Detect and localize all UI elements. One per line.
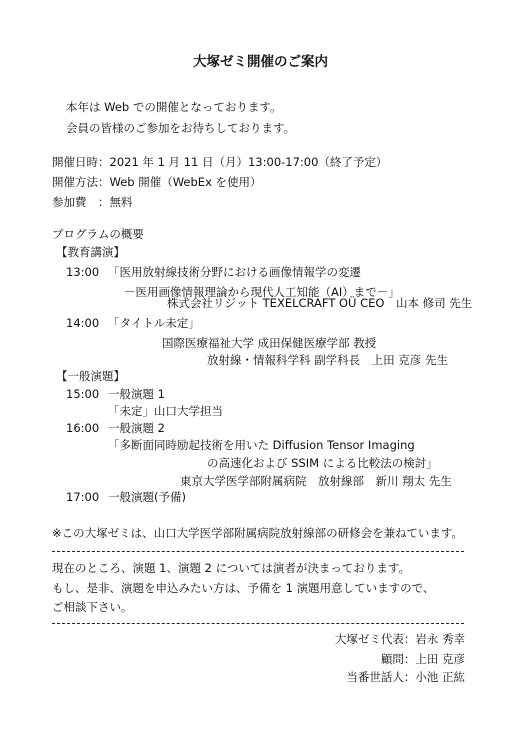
co-hosting-note: ※この大塚ゼミは、山口大学医学部附属病院放射線部の研修会を兼ねています。 bbox=[52, 526, 463, 540]
talk-title-line-1: 「多断面同時励起技術を用いた Diffusion Tensor Imaging bbox=[108, 438, 415, 452]
talk-title: 「タイトル未定」 bbox=[108, 316, 200, 330]
talk-title-line-2: の高速化および SSIM による比較法の検討」 bbox=[207, 456, 438, 470]
talk-title-line-1: 「医用放射線技術分野における画像情報学の変遷 bbox=[108, 265, 361, 279]
notice-line-2: もし、是非、演題を申込みたい方は、予備を 1 演題用意していますので、 bbox=[52, 581, 435, 595]
contact-advisor: 顧問：上田 克彦 bbox=[380, 652, 465, 666]
talk-speaker: 東京大学医学部附属病院 放射線部 新川 翔太 先生 bbox=[180, 474, 452, 488]
divider bbox=[52, 623, 464, 625]
talk-speaker: 放射線・情報科学科 副学科長 上田 克彦 先生 bbox=[207, 353, 448, 367]
divider bbox=[52, 551, 464, 553]
talk-label: 一般演題 2 bbox=[108, 421, 165, 435]
talk-title-line-2: －医用画像情報理論から現代人工知能（AI）まで－」 bbox=[124, 285, 400, 299]
event-date: 開催日時：2021 年 1 月 11 日（月）13:00-17:00（終了予定） bbox=[52, 155, 388, 169]
contact-representative: 大塚ゼミ代表：岩永 秀幸 bbox=[334, 632, 465, 646]
talk-label: 一般演題 1 bbox=[108, 387, 165, 401]
contact-organizer: 当番世話人：小池 正紘 bbox=[346, 670, 465, 684]
talk-time: 16:00 bbox=[66, 421, 100, 435]
talk-affiliation: 国際医療福祉大学 成田保健医療学部 教授 bbox=[162, 336, 377, 350]
program-heading: プログラムの概要 bbox=[52, 227, 144, 241]
talk-time: 13:00 bbox=[66, 265, 100, 279]
general-heading: 【一般演題】 bbox=[56, 369, 125, 383]
talk-time: 14:00 bbox=[66, 316, 100, 330]
notice-line-1: 現在のところ、演題 1、演題 2 については演者が決まっております。 bbox=[52, 561, 410, 575]
greeting-line-1: 本年は Web での開催となっております。 bbox=[66, 100, 282, 114]
notice-line-3: ご相談下さい。 bbox=[52, 600, 133, 614]
talk-time: 17:00 bbox=[66, 490, 100, 504]
education-heading: 【教育講演】 bbox=[56, 245, 125, 259]
page-title: 大塚ゼミ開催のご案内 bbox=[193, 54, 328, 70]
event-fee: 参加費 ：無料 bbox=[52, 195, 133, 209]
talk-speaker: 株式会社リジット TEXELCRAFT OÜ CEO 山本 修司 先生 bbox=[167, 296, 473, 310]
talk-time: 15:00 bbox=[66, 387, 100, 401]
talk-note: 「未定」山口大学担当 bbox=[108, 404, 223, 418]
greeting-line-2: 会員の皆様のご参加をお待ちしております。 bbox=[66, 121, 296, 135]
event-method: 開催方法：Web 開催（WebEx を使用） bbox=[52, 175, 262, 189]
talk-label: 一般演題(予備) bbox=[108, 490, 186, 504]
